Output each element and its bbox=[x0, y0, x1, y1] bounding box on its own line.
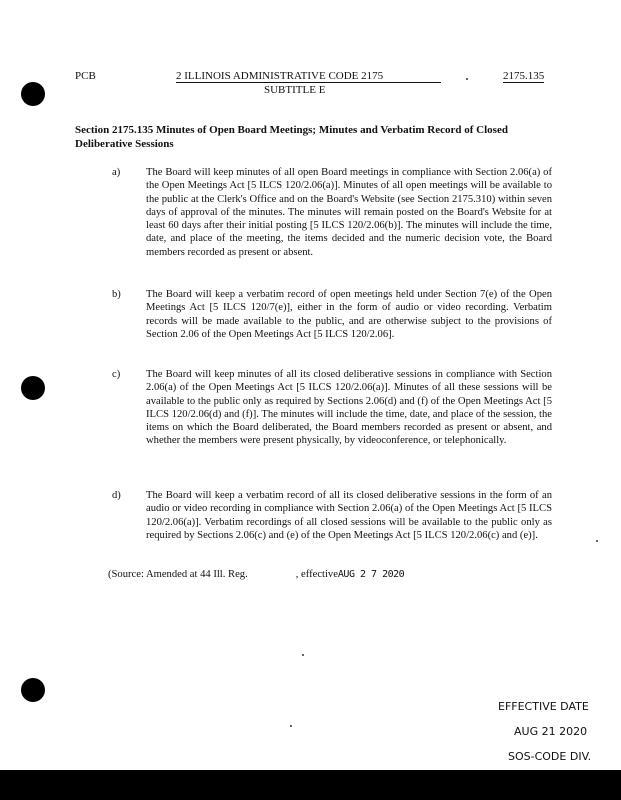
punch-hole-bottom bbox=[21, 678, 45, 702]
paragraph-c bbox=[112, 368, 552, 448]
scan-bottom-edge bbox=[0, 770, 621, 800]
header-section-number: 2175.135 bbox=[503, 70, 545, 82]
paragraph-text: The Board will keep a verbatim record of all its closed deliberative sessions in the form of an audio or video recording in compliance with Section 2.06(a) of the Open Meetings Act [5 ILCS 120/2.06(a)]. Verbatim recordings of all closed sessions will be available to the public only as required by Sections 2.06(c) and (e) of the Open Meetings Act [5 ILCS 120/2.06(c) and (e)]. bbox=[146, 490, 552, 541]
header-code-title: 2 ILLINOIS ADMINISTRATIVE CODE 2175 bbox=[176, 70, 441, 83]
paragraph-label: c) bbox=[112, 369, 121, 380]
effective-date-division: SOS-CODE DIV. bbox=[508, 750, 592, 763]
paragraph-label: b) bbox=[112, 289, 121, 300]
scan-speck bbox=[290, 725, 292, 727]
section-title: Section 2175.135 Minutes of Open Board Meetings; Minutes and Verbatim Record of Closed Deliberative Sessions bbox=[75, 124, 508, 150]
header-subtitle: SUBTITLE E bbox=[264, 84, 326, 96]
header-agency: PCB bbox=[75, 70, 96, 82]
paragraph-b bbox=[112, 288, 552, 341]
source-effective-label: , effective bbox=[295, 569, 338, 580]
scan-speck bbox=[302, 654, 304, 656]
paragraph-text: The Board will keep a verbatim record of open meetings held under Section 7(e) of the Open Meetings Act [5 ILCS 120/7(e)], either in the form of audio or video recording. Verbatim records will be made available to the public, and are otherwise subject to the provisions of Section 2.06 of the Open Meetings Act [5 ILCS 120/2.06]. bbox=[146, 289, 552, 340]
source-prefix: (Source: Amended at 44 Ill. Reg. bbox=[108, 569, 248, 580]
scan-speck bbox=[466, 78, 468, 80]
source-effective-date-stamp: AUG 2 7 2020 bbox=[337, 569, 405, 580]
paragraph-text: The Board will keep minutes of all its closed deliberative sessions in compliance with Section 2.06(a) of the Open Meetings Act [5 ILCS 120/2.06(a)]. Minutes of all these sessions will be available to the public only as required by Sections 2.06(d) and (f) of the Open Meetings Act [5 ILCS 120/2.06(d) and (f)]. The minutes will include the time, date, and place of the session, the items on which the Board deliberated, the Board members recorded as present or absent, and whether the members were present physically, by videoconference, or telephonically. bbox=[146, 369, 552, 447]
effective-date-title: EFFECTIVE DATE bbox=[498, 700, 589, 713]
punch-hole-middle bbox=[21, 376, 45, 400]
paragraph-label: d) bbox=[112, 490, 121, 501]
punch-hole-top bbox=[21, 82, 45, 106]
paragraph-d bbox=[112, 489, 552, 542]
paragraph-text: The Board will keep minutes of all open Board meetings in compliance with Section 2.06(a) of the Open Meetings Act [5 ILCS 120/2.06(a)]. Minutes of all open meetings will be available to the public at the Clerk's Office and on the Board's Website (see Section 2175.310) within seven days of approval of the minutes. The minutes will remain posted on the Board's Website for at least 60 days after their initial posting [5 ILCS 120/2.06(b)]. The minutes will include the time, date, and place of the meeting, the items decided and the numeric decision vote, the Board members recorded as present or absent. bbox=[146, 167, 552, 258]
paragraph-a bbox=[112, 166, 552, 259]
effective-date-value: AUG 21 2020 bbox=[514, 725, 588, 738]
source-note bbox=[108, 568, 404, 581]
paragraph-label: a) bbox=[112, 167, 121, 178]
scan-speck bbox=[596, 540, 598, 542]
